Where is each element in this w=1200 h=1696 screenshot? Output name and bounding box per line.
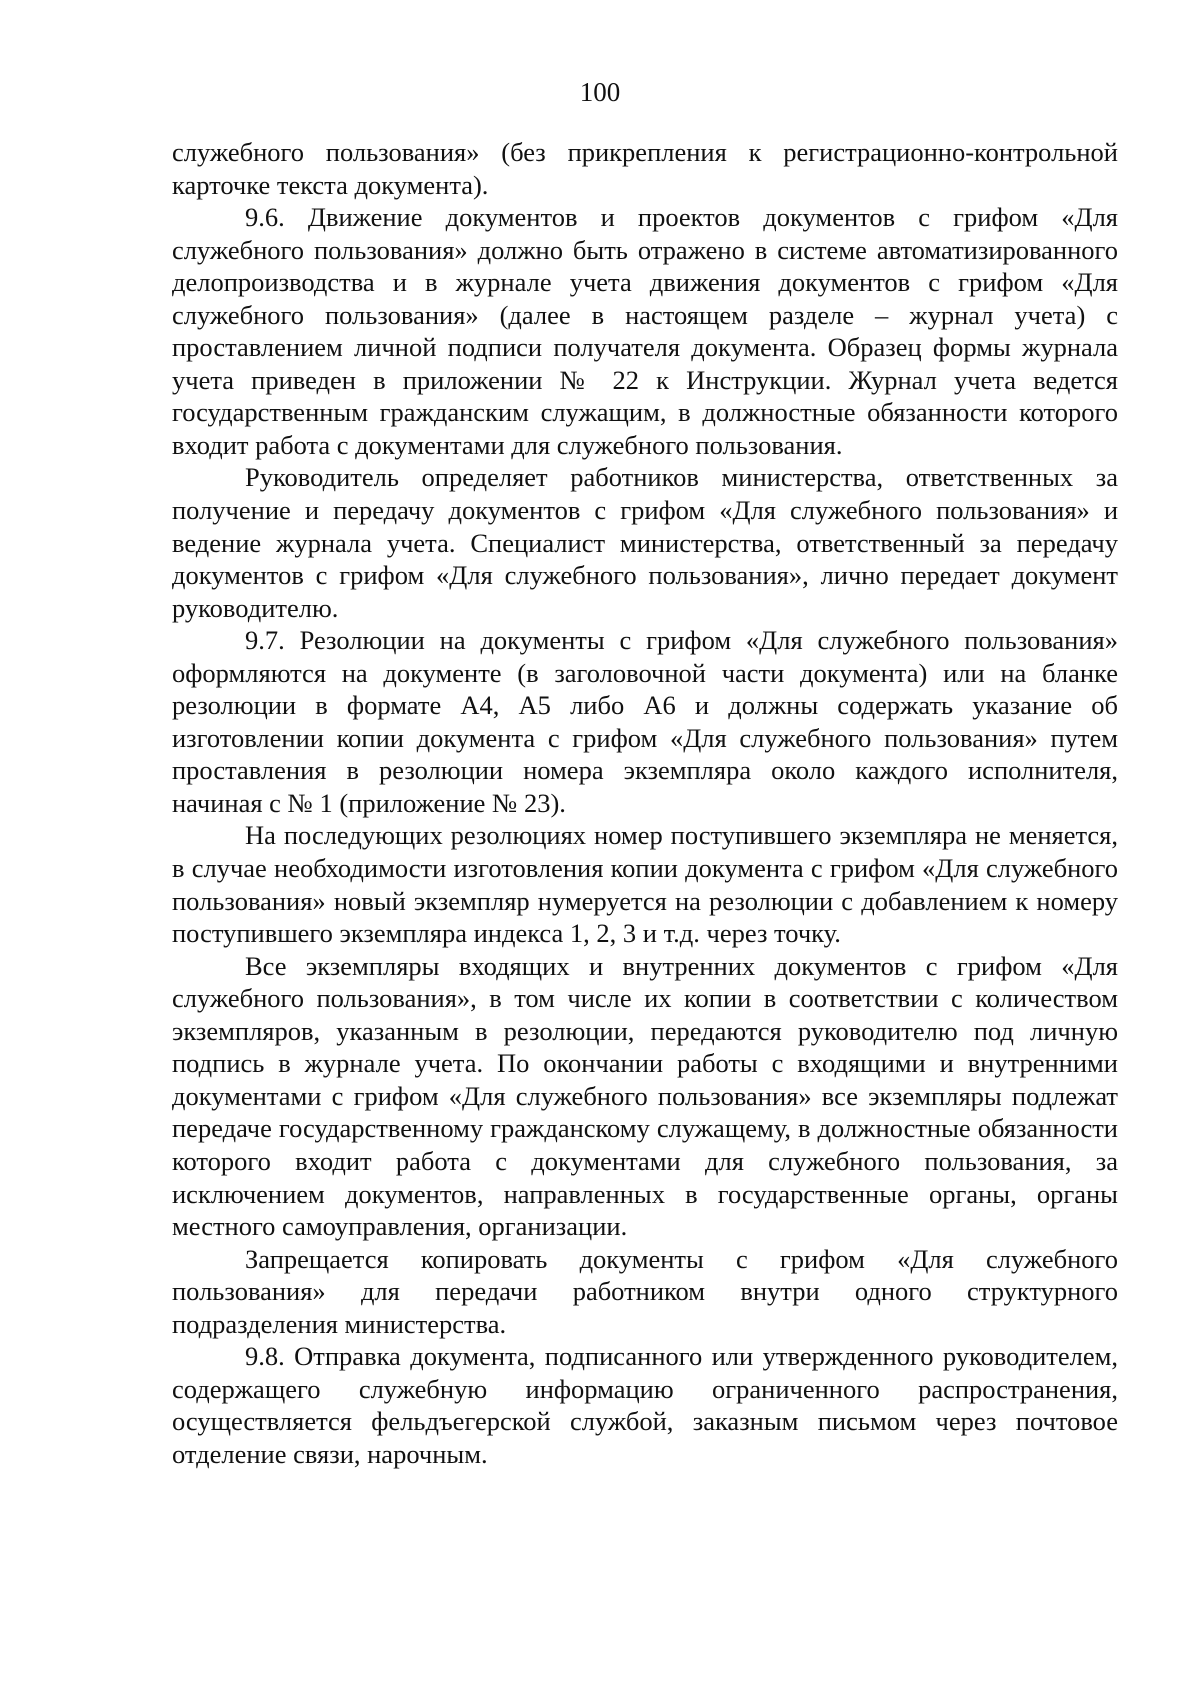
paragraph-section-9-6: 9.6. Движение документов и проектов документов с грифом «Для служебного пользования» должно быть отражено в системе автоматизированного делопроизводства и в журнале учета движения документов с грифом «Для служебного пользования» (далее в настоящем разделе – журнал учета) с проставлением личной подписи получателя документа. Образец формы журнала учета приведен в приложении № 22 к Инструкции. Журнал учета ведется государственным гражданским служащим, в должностные обязанности которого входит работа с документами для служебного пользования. [172, 202, 1118, 460]
paragraph-section-9-8: 9.8. Отправка документа, подписанного или утвержденного руководителем, содержащего служебную информацию ограниченного распространения, осуществляется фельдъегерской службой, заказным письмом через почтовое отделение связи, нарочным. [172, 1341, 1118, 1469]
paragraph-copy-prohibition: Запрещается копировать документы с грифом «Для служебного пользования» для передачи работником внутри одного структурного подразделения министерства. [172, 1243, 1118, 1339]
document-body [172, 136, 1118, 1470]
paragraph-all-copies: Все экземпляры входящих и внутренних документов с грифом «Для служебного пользования», в том числе их копии в соответствии с количеством экземпляров, указанным в резолюции, передаются руководителю под личную подпись в журнале учета. По окончании работы с входящими и внутренними документами с грифом «Для служебного пользования» все экземпляры подлежат передаче государственному гражданскому служащему, в должностные обязанности которого входит работа с документами для служебного пользования, за исключением документов, направленных в государственные органы, органы местного самоуправления, организации. [172, 950, 1118, 1242]
paragraph-responsible-staff: Руководитель определяет работников министерства, ответственных за получение и передачу документов с грифом «Для служебного пользования» и ведение журнала учета. Специалист министерства, ответственный за передачу документов с грифом «Для служебного пользования», лично передает документ руководителю. [172, 462, 1118, 623]
page-number: 100 [579, 77, 621, 107]
paragraph-subsequent-resolutions: На последующих резолюциях номер поступившего экземпляра не меняется, в случае необходимости изготовления копии документа с грифом «Для служебного пользования» новый экземпляр нумеруется на резолюции с добавлением к номеру поступившего экземпляра индекса 1, 2, 3 и т.д. через точку. [172, 820, 1118, 949]
paragraph-continuation: служебного пользования» (без прикрепления к регистрационно-контрольной карточке текста документа). [172, 137, 1118, 200]
paragraph-section-9-7: 9.7. Резолюции на документы с грифом «Для служебного пользования» оформляются на документе (в заголовочной части документа) или на бланке резолюции в формате А4, А5 либо А6 и должны содержать указание об изготовлении копии документа с грифом «Для служебного пользования» путем проставления в резолюции номера экземпляра около каждого исполнителя, начиная с № 1 (приложение № 23). [172, 625, 1118, 818]
